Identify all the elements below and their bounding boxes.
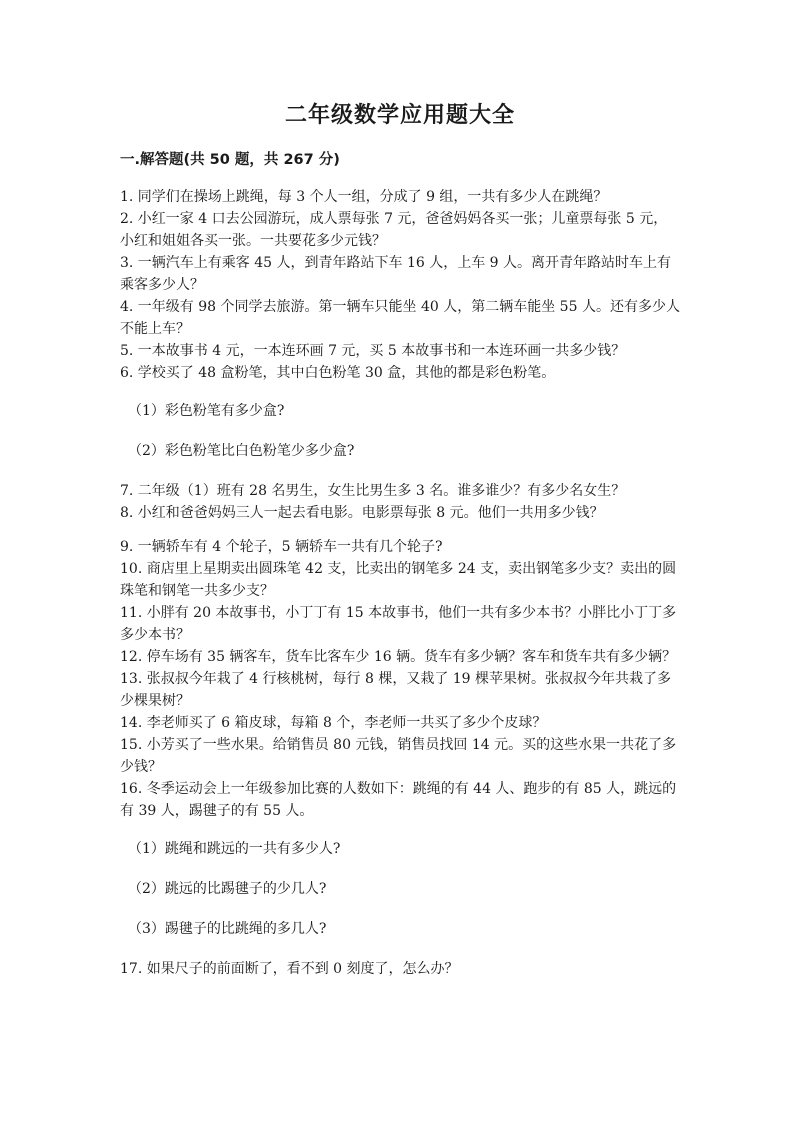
question-6-part-2: （2）彩色粉笔比白色粉笔少多少盒? — [128, 443, 355, 459]
question-5: 5. 一本故事书 4 元，一本连环画 7 元，买 5 本故事书和一本连环画一共多少钱？ — [120, 343, 626, 359]
question-16: 16. 冬季运动会上一年级参加比赛的人数如下：跳绳的有 44 人、跑步的有 85 人，跳远的有 39 人，踢毽子的有 55 人。 — [120, 781, 677, 819]
question-8: 8. 小红和爸爸妈妈三人一起去看电影。电影票每张 8 元。他们一共用多少钱？ — [120, 505, 604, 521]
question-6: 6. 学校买了 48 盒粉笔，其中白色粉笔 30 盒，其他的都是彩色粉笔。 — [120, 365, 556, 381]
question-6-part-1: （1）彩色粉笔有多少盒? — [128, 403, 285, 419]
question-16-part-2: （2）跳远的比踢毽子的少几人? — [128, 881, 327, 897]
page-title: 二年级数学应用题大全 — [284, 103, 515, 128]
question-3: 3. 一辆汽车上有乘客 45 人，到青年路站下车 16 人，上车 9 人。离开青年路站时车上有乘客多少人？ — [120, 255, 672, 293]
question-9: 9. 一辆轿车有 4 个轮子，5 辆轿车一共有几个轮子? — [120, 539, 443, 555]
section-heading: 一.解答题(共 50 题，共 267 分) — [120, 152, 340, 168]
question-1: 1. 同学们在操场上跳绳，每 3 个人一组，分成了 9 组，一共有多少人在跳绳？ — [120, 189, 608, 205]
question-list — [120, 186, 680, 980]
question-4: 4. 一年级有 98 个同学去旅游。第一辆车只能坐 40 人，第二辆车能坐 55 人。还有多少人不能上车？ — [120, 299, 680, 337]
question-11: 11. 小胖有 20 本故事书，小丁丁有 15 本故事书，他们一共有多少本书？小胖比小丁丁多多少本书？ — [120, 605, 677, 643]
question-2: 2. 小红一家 4 口去公园游玩，成人票每张 7 元，爸爸妈妈各买一张；儿童票每张 5 元，小红和姐姐各买一张。一共要花多少元钱？ — [120, 211, 668, 249]
question-10: 10. 商店里上星期卖出圆珠笔 42 支，比卖出的钢笔多 24 支，卖出钢笔多少支？卖出的圆珠笔和钢笔一共多少支？ — [120, 561, 677, 599]
question-7: 7. 二年级（1）班有 28 名男生，女生比男生多 3 名。谁多谁少？有多少名女生？ — [120, 483, 626, 499]
question-16-part-1: （1）跳绳和跳远的一共有多少人? — [128, 841, 341, 857]
question-12: 12. 停车场有 35 辆客车，货车比客车少 16 辆。货车有多少辆？客车和货车共有多少辆？ — [120, 649, 677, 665]
question-14: 14. 李老师买了 6 箱皮球，每箱 8 个，李老师一共买了多少个皮球？ — [120, 715, 547, 731]
question-15: 15. 小芳买了一些水果。给销售员 80 元钱，销售员找回 14 元。买的这些水果一共花了多少钱？ — [120, 737, 677, 775]
question-13: 13. 张叔叔今年栽了 4 行核桃树，每行 8 棵，又栽了 19 棵苹果树。张叔叔今年共栽了多少棵果树？ — [120, 671, 672, 709]
question-17: 17. 如果尺子的前面断了，看不到 0 刻度了，怎么办？ — [120, 961, 459, 977]
question-16-part-3: （3）踢毽子的比跳绳的多几人? — [128, 921, 327, 937]
